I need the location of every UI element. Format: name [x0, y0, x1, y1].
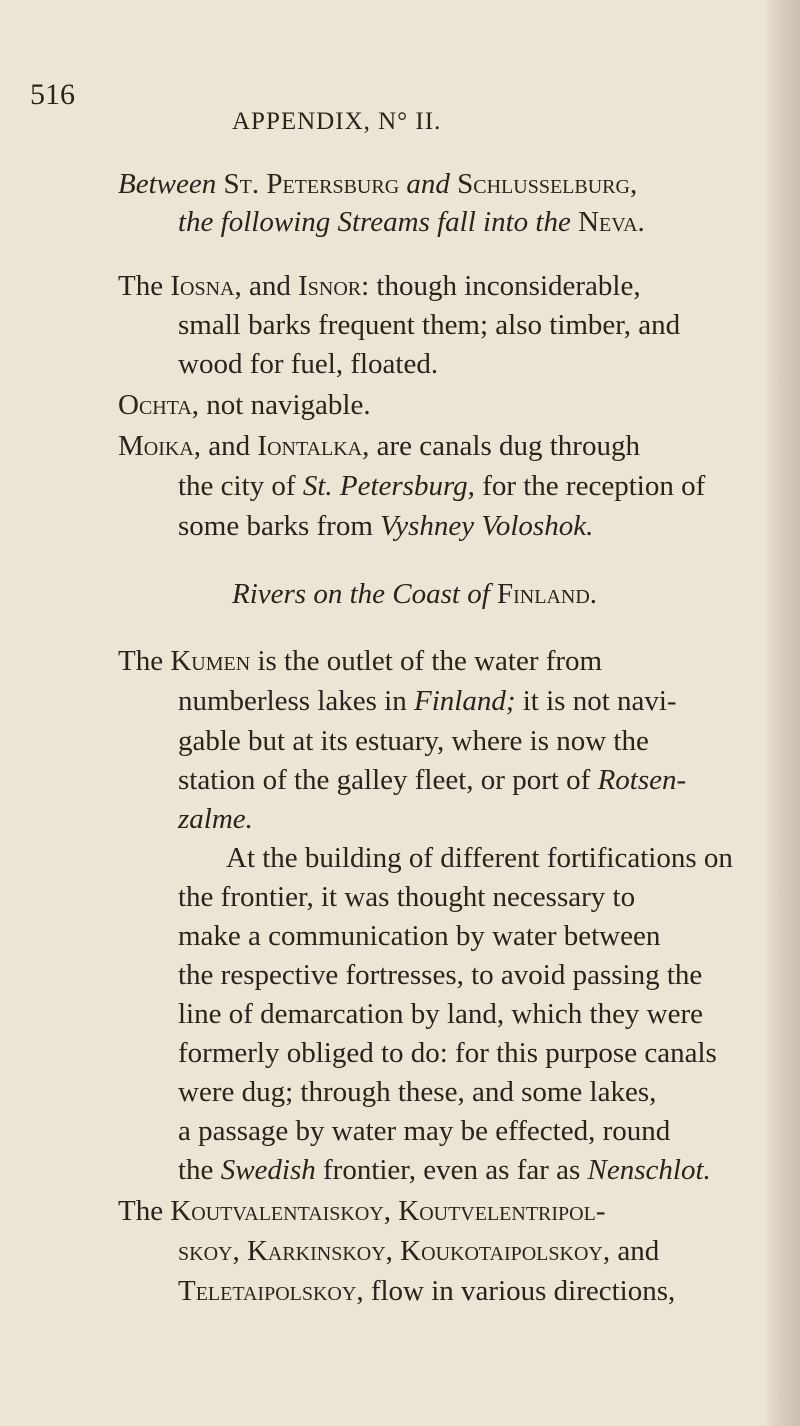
entry-iosna-line-3: wood for fuel, floated.	[178, 348, 439, 380]
entry-moika-line-2: the city of St. Petersburg, for the reception of	[178, 470, 706, 502]
page-number: 516	[30, 78, 75, 111]
running-head: APPENDIX, N° II.	[232, 108, 442, 135]
entry-koutva-line-1: The Koutvalentaiskoy, Koutvelentripol-	[118, 1195, 606, 1227]
paragraph-fortifications-line-7: were dug; through these, and some lakes,	[178, 1076, 657, 1108]
paragraph-fortifications-line-6: formerly obliged to do: for this purpose canals	[178, 1037, 717, 1069]
paragraph-fortifications-line-3: make a communication by water between	[178, 920, 661, 952]
entry-kumen-line-3: gable but at its estuary, where is now the	[178, 725, 649, 757]
entry-moika-line-1: Moika, and Iontalka, are canals dug through	[118, 430, 640, 462]
entry-iosna-line-1: The Iosna, and Isnor: though inconsiderable,	[118, 270, 641, 302]
entry-kumen-line-5: zalme.	[178, 803, 253, 835]
entry-kumen-line-4: station of the galley fleet, or port of Rotsen-	[178, 764, 687, 796]
section-heading-line-2: the following Streams fall into the Neva.	[178, 206, 645, 238]
section-heading-line-1: Between St. Petersburg and Schlusselburg,	[118, 168, 638, 200]
entry-koutva-line-2: skoy, Karkinskoy, Koukotaipolskoy, and	[178, 1235, 660, 1267]
paragraph-fortifications-line-2: the frontier, it was thought necessary to	[178, 881, 636, 913]
paragraph-fortifications-line-4: the respective fortresses, to avoid passing the	[178, 959, 703, 991]
entry-moika-line-3: some barks from Vyshney Voloshok.	[178, 510, 594, 542]
entry-kumen-line-1: The Kumen is the outlet of the water from	[118, 645, 603, 677]
entry-ochta: Ochta, not navigable.	[118, 389, 371, 421]
section-heading-finland: Rivers on the Coast of Finland.	[232, 578, 598, 610]
entry-kumen-line-2: numberless lakes in Finland; it is not navi-	[178, 685, 677, 717]
entry-iosna-line-2: small barks frequent them; also timber, and	[178, 309, 681, 341]
paragraph-fortifications-line-8: a passage by water may be effected, round	[178, 1115, 671, 1147]
page-edge-shadow	[764, 0, 800, 1426]
paragraph-fortifications-line-5: line of demarcation by land, which they were	[178, 998, 704, 1030]
paragraph-fortifications-line-9: the Swedish frontier, even as far as Nenschlot.	[178, 1154, 711, 1186]
entry-koutva-line-3: Teletaipolskoy, flow in various directions,	[178, 1275, 676, 1307]
paragraph-fortifications-line-1: At the building of different fortifications on	[226, 842, 733, 874]
